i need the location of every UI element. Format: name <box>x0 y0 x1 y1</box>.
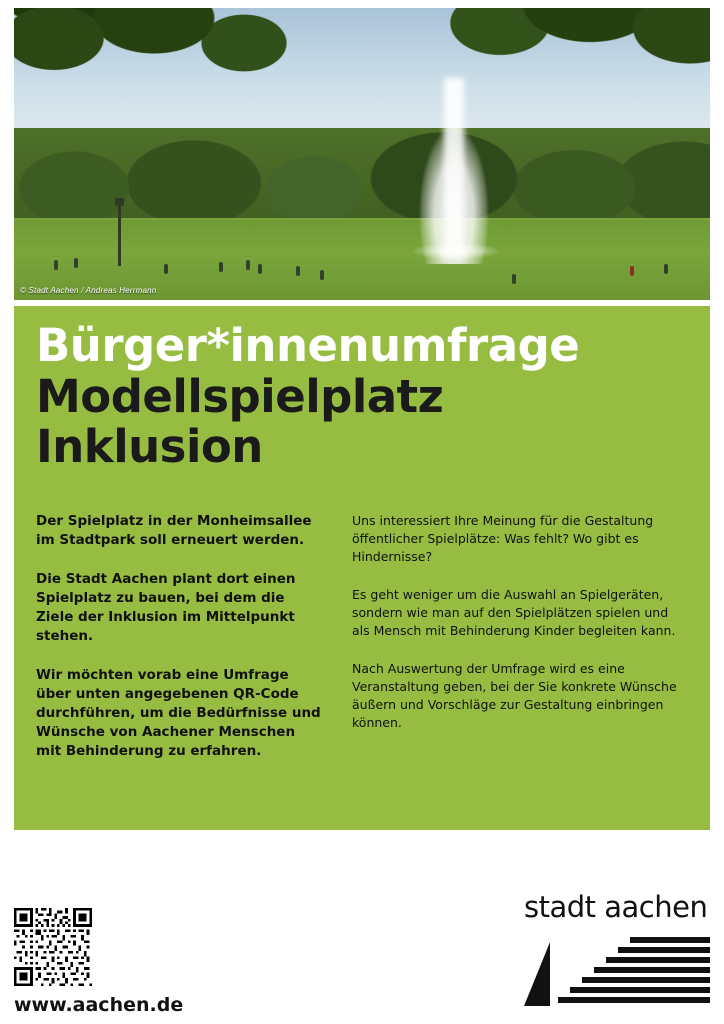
park-visitor <box>512 274 516 284</box>
title-line-1: Bürger*innenumfrage <box>36 319 580 372</box>
logo-wordmark: stadt aachen <box>524 890 708 924</box>
website-url[interactable]: www.aachen.de <box>14 994 184 1016</box>
header-photo <box>14 8 710 300</box>
park-visitor <box>54 260 58 270</box>
park-visitor <box>164 264 168 274</box>
lamppost <box>118 204 121 266</box>
paragraph: Die Stadt Aachen plant dort einen Spielplatz zu bauen, bei dem die Ziele der Inklusion im Mittelpunkt stehen. <box>36 571 296 644</box>
stadt-aachen-logo <box>524 890 710 1018</box>
tree-canopy-right <box>410 8 710 138</box>
fountain-basin <box>396 240 516 262</box>
park-visitor <box>246 260 250 270</box>
title-line-3: Inklusion <box>36 420 263 473</box>
title-line-2: Modellspielplatz <box>36 370 444 423</box>
park-visitor <box>74 258 78 268</box>
park-visitor <box>296 266 300 276</box>
photo-credit: © Stadt Aachen / Andreas Herrmann <box>20 286 157 295</box>
paragraph: Es geht weniger um die Auswahl an Spielgeräten, sondern wie man auf den Spielplätzen spielen und als Mensch mit Behinderung Kinder begleiten kann. <box>352 587 676 638</box>
paragraph: Der Spielplatz in der Monheimsallee im Stadtpark soll erneuert werden. <box>36 513 312 548</box>
text-columns <box>36 512 688 781</box>
park-visitor <box>219 262 223 272</box>
left-column <box>36 512 324 781</box>
park-visitor <box>258 264 262 274</box>
right-column <box>352 512 682 781</box>
poster-title <box>36 320 690 472</box>
qr-code-icon[interactable] <box>14 908 92 986</box>
park-visitor <box>630 266 634 276</box>
park-visitor <box>664 264 668 274</box>
paragraph: Wir möchten vorab eine Umfrage über unten angegebenen QR-Code durchführen, um die Bedürfnisse und Wünsche von Aachener Menschen mit Behinderung zu erfahren. <box>36 667 321 759</box>
paragraph: Nach Auswertung der Umfrage wird es eine Veranstaltung geben, bei der Sie konkrete Wünsche äußern und Vorschläge zur Gestaltung einbringen können. <box>352 661 677 730</box>
logo-stairs-mark <box>524 934 710 1006</box>
paragraph: Uns interessiert Ihre Meinung für die Gestaltung öffentlicher Spielplätze: Was fehlt? Wo gibt es Hindernisse? <box>352 513 654 564</box>
park-visitor <box>320 270 324 280</box>
tree-canopy-left <box>14 8 324 128</box>
footer <box>0 830 724 1024</box>
green-content-panel <box>14 306 710 830</box>
qr-code-svg <box>14 908 92 986</box>
